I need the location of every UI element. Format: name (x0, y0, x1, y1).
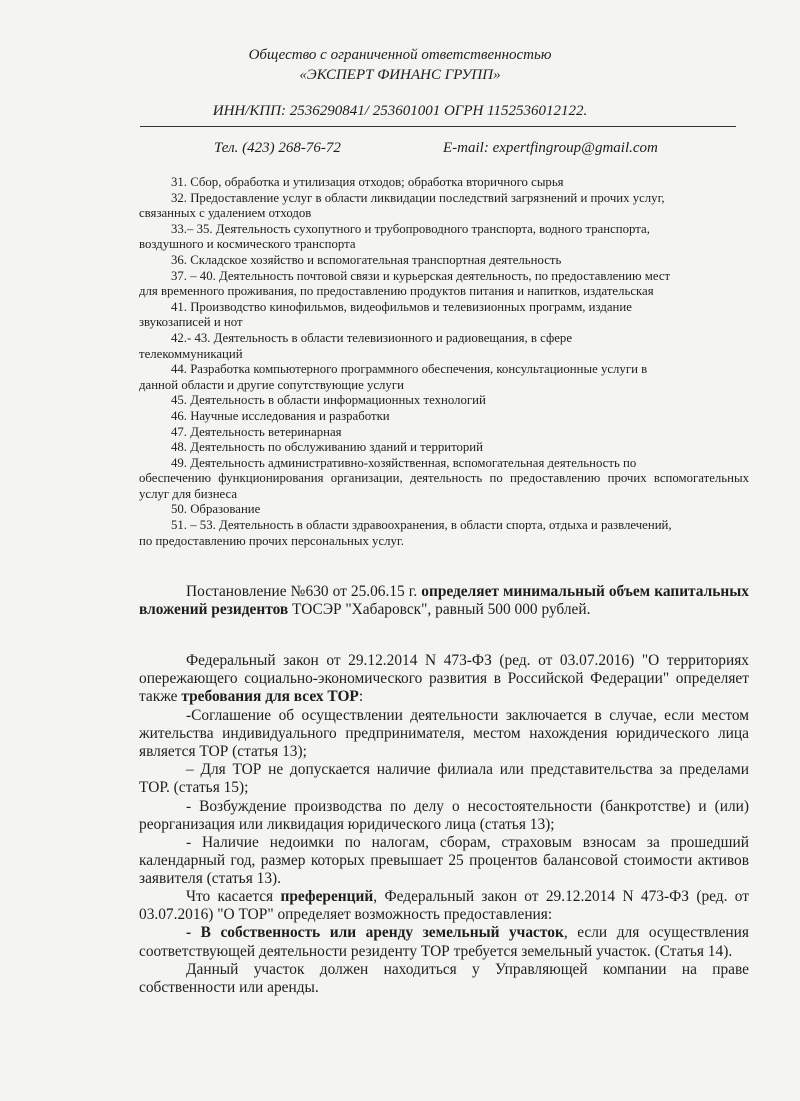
decree-text-end: ТОСЭР "Хабаровск", равный 500 000 рублей. (288, 601, 591, 619)
law-section (139, 652, 749, 889)
list-item-cont: обеспечению функционирования организации, деятельность по предоставлению прочих вспомогательных услуг для бизнеса (139, 471, 749, 501)
list-item: 41. Производство кинофильмов, видеофильмов и телевизионных программ, издание (171, 299, 632, 314)
pref-bold: преференций (280, 888, 374, 905)
requirement-item: -Соглашение об осуществлении деятельности заключается в случае, если местом жительства индивидуального предпринимателя, местом нахождения юридического лица является ТОР (статья 13); (139, 706, 749, 761)
list-item: 42.- 43. Деятельность в области телевизионного и радиовещания, в сфере (171, 330, 573, 345)
list-item-cont: данной области и другие сопутствующие услуги (139, 377, 404, 392)
list-item-cont: по предоставлению прочих персональных услуг. (139, 533, 404, 548)
decree-bold: определяет минимальный объем капитальных вложений резидентов (139, 583, 749, 619)
org-ids: ИНН/КПП: 2536290841/ 253601001 ОГРН 1152536012122. (212, 103, 588, 119)
list-item: 48. Деятельность по обслуживанию зданий и территорий (171, 440, 484, 455)
decree-text: Постановление №630 от 25.06.15 г. (186, 583, 422, 600)
pref-item-bold: - В собственность или аренду земельный участок (186, 924, 564, 942)
preferences-section (139, 888, 749, 997)
list-item-cont: воздушного и космического транспорта (139, 237, 356, 252)
header-divider (140, 126, 736, 127)
email: E-mail: expertfingroup@gmail.com (443, 140, 658, 156)
list-item: 50. Образование (171, 502, 261, 517)
list-item: 44. Разработка компьютерного программного обеспечения, консультационные услуги в (171, 362, 648, 377)
requirement-item: - Возбуждение производства по делу о несостоятельности (банкротстве) и (или) реорганизация или ликвидация юридического лица (статья 13); (139, 797, 749, 833)
list-item: 33.– 35. Деятельность сухопутного и трубопроводного транспорта, водного транспорта, (171, 221, 650, 236)
pref-note: Данный участок должен находиться у Управляющей компании на праве собственности или аренды. (139, 960, 749, 997)
activity-list (139, 175, 749, 549)
law-text-end: : (358, 688, 364, 706)
list-item: 31. Сбор, обработка и утилизация отходов; обработка вторичного сырья (171, 175, 564, 189)
org-name: «ЭКСПЕРТ ФИНАНС ГРУПП» (299, 67, 501, 83)
list-item: 36. Складское хозяйство и вспомогательная транспортная деятельность (171, 252, 562, 267)
law-bold: требования для всех ТОР (181, 688, 359, 706)
list-item: 47. Деятельность ветеринарная (171, 424, 342, 439)
list-item: 49. Деятельность административно-хозяйственная, вспомогательная деятельность по (171, 455, 637, 470)
phone: Тел. (423) 268-76-72 (214, 140, 341, 156)
list-item-cont: связанных с удалением отходов (139, 206, 312, 221)
list-item: 51. – 53. Деятельность в области здравоохранения, в области спорта, отдыха и развлечений, (171, 518, 672, 533)
list-item: 46. Научные исследования и разработки (171, 408, 390, 423)
pref-text-end: , Федеральный закон от 29.12.2014 N 473-ФЗ (ред. от 03.07.2016) "О ТОР" определяет возможность предоставления: (139, 888, 749, 924)
requirement-item: - Наличие недоимки по налогам, сборам, страховым взносам за прошедший календарный год, размер которых превышает 25 процентов балансовой стоимости активов заявителя (статья 13). (139, 834, 749, 888)
pref-text: Что касается (186, 888, 281, 905)
pref-item-text: , если для осуществления соответствующей деятельности резиденту ТОР требуется земельный участок. (Статья 14). (139, 924, 749, 960)
list-item: 45. Деятельность в области информационных технологий (171, 393, 486, 408)
list-item-cont: телекоммуникаций (139, 346, 243, 361)
list-item-cont: для временного проживания, по предоставлению продуктов питания и напитков, издательская (139, 284, 654, 299)
decree-paragraph (139, 583, 749, 619)
requirement-item: – Для ТОР не допускается наличие филиала или представительства за пределами ТОР. (статья 15); (139, 761, 749, 797)
list-item: 32. Предоставление услуг в области ликвидации последствий загрязнений и прочих услуг, (171, 190, 665, 205)
list-item: 37. – 40. Деятельность почтовой связи и курьерская деятельность, по предоставлению мест (171, 268, 671, 283)
org-type: Общество с ограниченной ответственностью (248, 47, 552, 63)
list-item-cont: звукозаписей и нот (139, 315, 243, 330)
law-text: Федеральный закон от 29.12.2014 N 473-ФЗ (ред. от 03.07.2016) "О территориях опережающего социально-экономического развития в Российской Федерации" определяет также (139, 652, 749, 706)
